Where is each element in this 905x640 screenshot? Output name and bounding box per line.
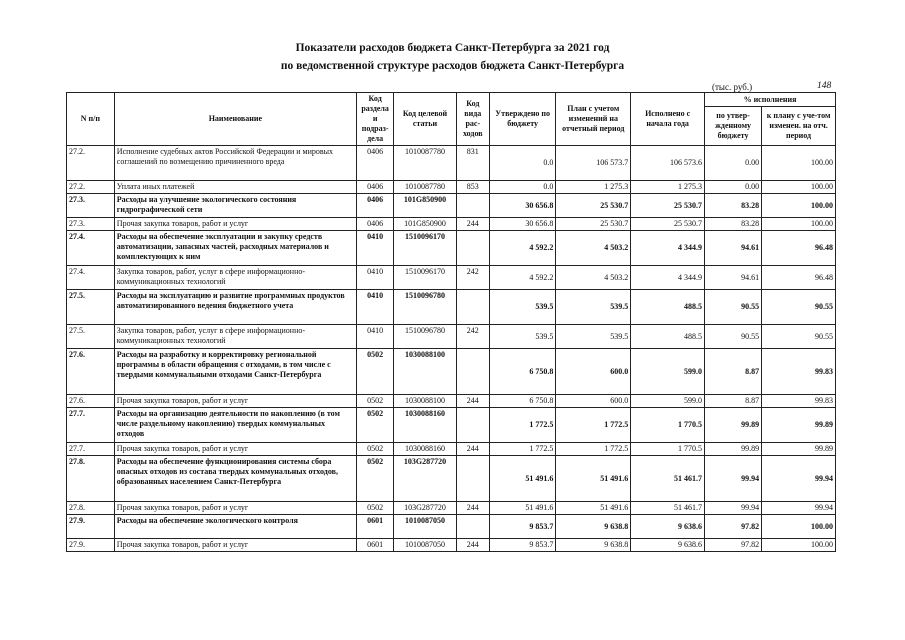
cell-section: 0601 xyxy=(356,539,393,552)
table-row xyxy=(67,515,836,539)
cell-article: 1010087780 xyxy=(394,181,456,194)
cell-pct-approved: 83.28 xyxy=(705,218,762,231)
cell-pct-approved: 99.94 xyxy=(705,502,762,515)
cell-type xyxy=(456,194,489,218)
table-row xyxy=(67,443,836,456)
cell-type xyxy=(456,456,489,502)
cell-executed: 4 344.9 xyxy=(631,231,705,266)
table-row xyxy=(67,218,836,231)
cell-num: 27.8. xyxy=(67,456,115,502)
table-row xyxy=(67,408,836,443)
table-body xyxy=(67,146,836,552)
cell-section: 0406 xyxy=(356,181,393,194)
cell-num: 27.9. xyxy=(67,515,115,539)
units-label: (тыс. руб.) xyxy=(712,82,753,92)
cell-name: Расходы на улучшение экологического состояния гидрографической сети xyxy=(114,194,356,218)
cell-section: 0406 xyxy=(356,218,393,231)
cell-approved: 0.0 xyxy=(489,181,556,194)
cell-num: 27.4. xyxy=(67,266,115,290)
cell-approved: 6 750.8 xyxy=(489,349,556,395)
cell-plan: 1 772.5 xyxy=(556,408,631,443)
cell-name: Расходы на организацию деятельности по накоплению (в том числе раздельному накоплению) твердых коммунальных отходов xyxy=(114,408,356,443)
cell-executed: 488.5 xyxy=(631,290,705,325)
cell-executed: 9 638.6 xyxy=(631,515,705,539)
cell-executed: 25 530.7 xyxy=(631,218,705,231)
cell-executed: 51 461.7 xyxy=(631,502,705,515)
cell-pct-approved: 0.00 xyxy=(705,146,762,181)
cell-article: 103G287720 xyxy=(394,502,456,515)
cell-pct-approved: 83.28 xyxy=(705,194,762,218)
budget-table xyxy=(66,92,836,552)
cell-pct-plan: 100.00 xyxy=(762,515,836,539)
cell-pct-plan: 100.00 xyxy=(762,218,836,231)
document-subtitle: по ведомственной структуре расходов бюджета Санкт-Петербурга xyxy=(280,60,625,72)
cell-type xyxy=(456,231,489,266)
table-row xyxy=(67,290,836,325)
cell-plan: 600.0 xyxy=(556,349,631,395)
cell-type: 853 xyxy=(456,181,489,194)
cell-plan: 1 275.3 xyxy=(556,181,631,194)
cell-name: Расходы на эксплуатацию и развитие программных продуктов автоматизированного ведения бюджетного учета xyxy=(114,290,356,325)
cell-pct-approved: 94.61 xyxy=(705,231,762,266)
cell-name: Прочая закупка товаров, работ и услуг xyxy=(114,502,356,515)
cell-approved: 4 592.2 xyxy=(489,231,556,266)
cell-pct-approved: 99.94 xyxy=(705,456,762,502)
cell-pct-plan: 96.48 xyxy=(762,266,836,290)
header-pct-plan: к плану с уче-том измeнен. на отч. период xyxy=(762,107,836,146)
cell-executed: 1 275.3 xyxy=(631,181,705,194)
table-row xyxy=(67,456,836,502)
cell-type: 244 xyxy=(456,502,489,515)
header-num: N п/п xyxy=(67,93,115,146)
cell-pct-plan: 99.89 xyxy=(762,408,836,443)
cell-article: 101G850900 xyxy=(394,218,456,231)
cell-plan: 9 638.8 xyxy=(556,539,631,552)
cell-type xyxy=(456,290,489,325)
cell-executed: 488.5 xyxy=(631,325,705,349)
cell-article: 1030088100 xyxy=(394,395,456,408)
table-row xyxy=(67,502,836,515)
cell-plan: 9 638.8 xyxy=(556,515,631,539)
cell-executed: 4 344.9 xyxy=(631,266,705,290)
cell-num: 27.7. xyxy=(67,408,115,443)
cell-num: 27.9. xyxy=(67,539,115,552)
cell-pct-plan: 100.00 xyxy=(762,146,836,181)
cell-article: 1010087050 xyxy=(394,515,456,539)
cell-approved: 1 772.5 xyxy=(489,443,556,456)
cell-type xyxy=(456,515,489,539)
cell-pct-plan: 100.00 xyxy=(762,194,836,218)
cell-section: 0502 xyxy=(356,408,393,443)
cell-pct-approved: 90.55 xyxy=(705,290,762,325)
cell-article: 1010087050 xyxy=(394,539,456,552)
cell-approved: 539.5 xyxy=(489,290,556,325)
table-row xyxy=(67,181,836,194)
cell-plan: 25 530.7 xyxy=(556,218,631,231)
page-number: 148 xyxy=(817,81,832,91)
cell-pct-approved: 99.89 xyxy=(705,443,762,456)
cell-num: 27.8. xyxy=(67,502,115,515)
cell-article: 1030088160 xyxy=(394,408,456,443)
cell-pct-approved: 8.87 xyxy=(705,395,762,408)
cell-executed: 1 770.5 xyxy=(631,443,705,456)
table-row xyxy=(67,266,836,290)
cell-type: 242 xyxy=(456,325,489,349)
cell-approved: 51 491.6 xyxy=(489,502,556,515)
cell-num: 27.6. xyxy=(67,349,115,395)
cell-approved: 0.0 xyxy=(489,146,556,181)
header-approved: Утверждено по бюджету xyxy=(489,93,556,146)
cell-plan: 4 503.2 xyxy=(556,231,631,266)
cell-name: Прочая закупка товаров, работ и услуг xyxy=(114,443,356,456)
cell-article: 1010087780 xyxy=(394,146,456,181)
table-row xyxy=(67,349,836,395)
cell-article: 101G850900 xyxy=(394,194,456,218)
header-pct: % исполнения xyxy=(705,93,836,107)
document-title: Показатели расходов бюджета Санкт-Петербурга за 2021 год xyxy=(295,42,610,54)
cell-name: Исполнение судебных актов Российской Федерации и мировых соглашений по возмещению причиненного вреда xyxy=(114,146,356,181)
cell-num: 27.2. xyxy=(67,146,115,181)
cell-article: 1510096170 xyxy=(394,231,456,266)
cell-name: Прочая закупка товаров, работ и услуг xyxy=(114,539,356,552)
cell-type: 244 xyxy=(456,539,489,552)
cell-article: 1030088160 xyxy=(394,443,456,456)
cell-executed: 51 461.7 xyxy=(631,456,705,502)
cell-name: Прочая закупка товаров, работ и услуг xyxy=(114,395,356,408)
cell-approved: 9 853.7 xyxy=(489,539,556,552)
table-row xyxy=(67,146,836,181)
cell-approved: 9 853.7 xyxy=(489,515,556,539)
cell-plan: 1 772.5 xyxy=(556,443,631,456)
table-row xyxy=(67,395,836,408)
cell-section: 0502 xyxy=(356,502,393,515)
cell-approved: 4 592.2 xyxy=(489,266,556,290)
cell-approved: 6 750.8 xyxy=(489,395,556,408)
cell-pct-approved: 99.89 xyxy=(705,408,762,443)
cell-section: 0410 xyxy=(356,266,393,290)
cell-pct-approved: 97.82 xyxy=(705,515,762,539)
cell-pct-plan: 90.55 xyxy=(762,290,836,325)
cell-section: 0410 xyxy=(356,290,393,325)
cell-pct-plan: 99.89 xyxy=(762,443,836,456)
cell-type: 244 xyxy=(456,443,489,456)
cell-type xyxy=(456,408,489,443)
cell-name: Расходы на обеспечение функционирования системы сбора опасных отходов из состава твердых коммунальных отходов, образованных населением Санкт-Петербурга xyxy=(114,456,356,502)
cell-pct-plan: 90.55 xyxy=(762,325,836,349)
table-row xyxy=(67,325,836,349)
header-type: Код вида рас-ходов xyxy=(456,93,489,146)
cell-name: Расходы на обеспечение экологического контроля xyxy=(114,515,356,539)
cell-section: 0410 xyxy=(356,231,393,266)
cell-name: Закупка товаров, работ, услуг в сфере информационно-коммуникационных технологий xyxy=(114,266,356,290)
cell-num: 27.6. xyxy=(67,395,115,408)
cell-num: 27.3. xyxy=(67,194,115,218)
cell-section: 0601 xyxy=(356,515,393,539)
cell-type: 244 xyxy=(456,218,489,231)
cell-name: Расходы на обеспечение эксплуатации и закупку средств автоматизации, запасных частей, расходных материалов и комплектующих к ним xyxy=(114,231,356,266)
cell-article: 1510096780 xyxy=(394,325,456,349)
cell-plan: 51 491.6 xyxy=(556,456,631,502)
cell-num: 27.5. xyxy=(67,325,115,349)
cell-plan: 539.5 xyxy=(556,325,631,349)
cell-pct-plan: 100.00 xyxy=(762,539,836,552)
cell-pct-approved: 97.82 xyxy=(705,539,762,552)
cell-section: 0502 xyxy=(356,395,393,408)
cell-plan: 106 573.7 xyxy=(556,146,631,181)
cell-pct-approved: 94.61 xyxy=(705,266,762,290)
cell-type: 831 xyxy=(456,146,489,181)
cell-approved: 51 491.6 xyxy=(489,456,556,502)
cell-type: 244 xyxy=(456,395,489,408)
cell-article: 1510096780 xyxy=(394,290,456,325)
cell-num: 27.5. xyxy=(67,290,115,325)
cell-pct-approved: 0.00 xyxy=(705,181,762,194)
cell-section: 0502 xyxy=(356,349,393,395)
cell-section: 0502 xyxy=(356,456,393,502)
table-row xyxy=(67,539,836,552)
cell-executed: 9 638.6 xyxy=(631,539,705,552)
cell-num: 27.2. xyxy=(67,181,115,194)
header-executed: Исполнено с начала года xyxy=(631,93,705,146)
cell-approved: 1 772.5 xyxy=(489,408,556,443)
cell-plan: 600.0 xyxy=(556,395,631,408)
cell-plan: 539.5 xyxy=(556,290,631,325)
cell-num: 27.4. xyxy=(67,231,115,266)
cell-article: 103G287720 xyxy=(394,456,456,502)
header-plan: План с учетом изменений на отчетный период xyxy=(556,93,631,146)
cell-pct-plan: 99.83 xyxy=(762,395,836,408)
cell-executed: 1 770.5 xyxy=(631,408,705,443)
cell-num: 27.7. xyxy=(67,443,115,456)
cell-plan: 4 503.2 xyxy=(556,266,631,290)
cell-approved: 30 656.8 xyxy=(489,218,556,231)
cell-name: Прочая закупка товаров, работ и услуг xyxy=(114,218,356,231)
cell-approved: 539.5 xyxy=(489,325,556,349)
cell-name: Расходы на разработку и корректировку региональной программы в области обращения с отходами, в том числе с твердыми коммунальными отходами Санкт-Петербурга xyxy=(114,349,356,395)
cell-name: Закупка товаров, работ, услуг в сфере информационно-коммуникационных технологий xyxy=(114,325,356,349)
header-pct-approved: по утвер-жденному бюджету xyxy=(705,107,762,146)
cell-pct-plan: 100.00 xyxy=(762,181,836,194)
header-name: Наименование xyxy=(114,93,356,146)
cell-executed: 106 573.6 xyxy=(631,146,705,181)
cell-section: 0410 xyxy=(356,325,393,349)
cell-pct-plan: 96.48 xyxy=(762,231,836,266)
cell-executed: 599.0 xyxy=(631,349,705,395)
table-row xyxy=(67,194,836,218)
cell-plan: 51 491.6 xyxy=(556,502,631,515)
cell-type: 242 xyxy=(456,266,489,290)
cell-pct-plan: 99.94 xyxy=(762,502,836,515)
cell-article: 1030088100 xyxy=(394,349,456,395)
cell-pct-approved: 90.55 xyxy=(705,325,762,349)
cell-pct-plan: 99.94 xyxy=(762,456,836,502)
cell-section: 0502 xyxy=(356,443,393,456)
cell-executed: 25 530.7 xyxy=(631,194,705,218)
cell-pct-approved: 8.87 xyxy=(705,349,762,395)
header-article: Код целевой статьи xyxy=(394,93,456,146)
cell-approved: 30 656.8 xyxy=(489,194,556,218)
cell-name: Уплата иных платежей xyxy=(114,181,356,194)
cell-num: 27.3. xyxy=(67,218,115,231)
cell-section: 0406 xyxy=(356,194,393,218)
cell-article: 1510096170 xyxy=(394,266,456,290)
cell-type xyxy=(456,349,489,395)
cell-plan: 25 530.7 xyxy=(556,194,631,218)
cell-executed: 599.0 xyxy=(631,395,705,408)
header-section: Код раздела и подраз-дела xyxy=(356,93,393,146)
cell-section: 0406 xyxy=(356,146,393,181)
table-row xyxy=(67,231,836,266)
cell-pct-plan: 99.83 xyxy=(762,349,836,395)
